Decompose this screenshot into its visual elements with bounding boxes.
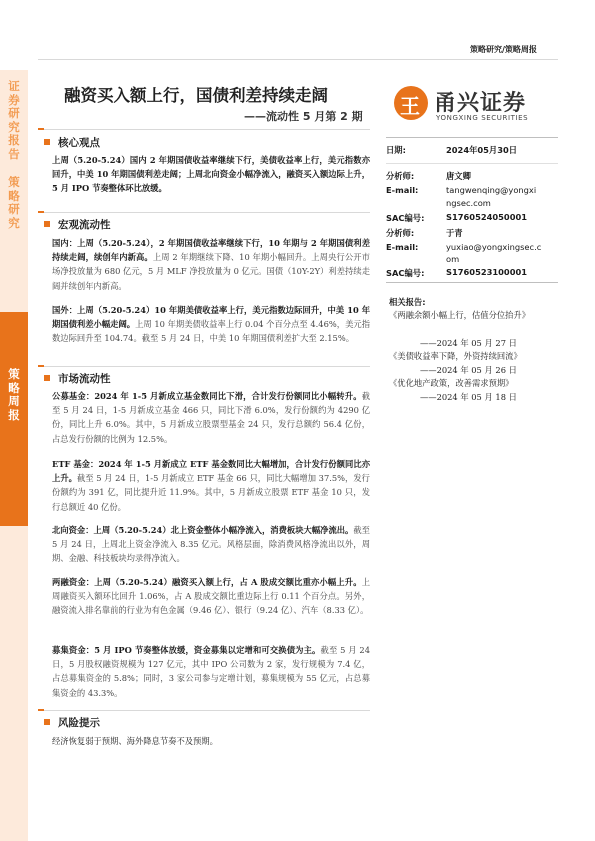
section-heading-risk: 风险提示 — [58, 717, 100, 729]
margin-body: 上周融资买入额环比回升 1.06%，占 A 股成交额比重边际上行 0.11 个百分点。另外，融资流入排名靠前的行业为有色金属（9.46 亿）、银行（9.24 亿）、汽车（8.33 亿）。 — [52, 577, 370, 616]
logo-name: 甬兴证券 — [434, 91, 527, 116]
fundraising-lead: 募集资金：5 月 IPO 节奏整体放缓，资金募集以定增和可交换债为主。 — [52, 645, 321, 655]
analyst1-name: 唐文卿 — [446, 171, 471, 181]
section-bullet-icon — [44, 221, 50, 227]
section-divider-accent — [38, 709, 44, 711]
related-report-date: ——2024 年 05 月 18 日 — [420, 392, 517, 402]
related-report-title[interactable]: 《优化地产政策，改善需求预期》 — [389, 378, 514, 388]
public-fund-lead: 公募基金：2024 年 1-5 月新成立基金数同比下滑，合计发行份额同比小幅转升。 — [52, 391, 362, 401]
sidebar-tab-label: 策略周报 — [8, 367, 20, 422]
email-label: E-mail: — [386, 242, 419, 252]
section-divider — [38, 366, 370, 367]
public-fund-body: 截至 5 月 24 日，1-5 月新成立基金 466 只，同比下滑 6.0%，发行份额约为 4290 亿份，同比上升 6.0%。其中，5 月新成立股票型基金 24 只，发行总额约 56.4 亿份，占总发行份额的比例为 12.5%。 — [52, 391, 370, 444]
margin-lead: 两融资金：上周（5.20-5.24）融资买入额上行，占 A 股成交额比重亦小幅上升。 — [52, 577, 362, 587]
logo-english-name: YONGXING SECURITIES — [436, 114, 529, 122]
market-fundraising-paragraph — [52, 643, 370, 700]
related-report-title[interactable]: 《美债收益率下降，外资持续回流》 — [389, 351, 522, 361]
section-divider — [38, 710, 370, 711]
related-reports-heading: 相关报告: — [389, 297, 426, 307]
etf-body: 截至 5 月 24 日，1-5 月新成立 ETF 基金 66 只，同比大幅增加 37.5%，发行份额约为 391 亿，同比提升近 11.9%。其中，5 月新成立股票 ETF 基金 10 只，发行总额近 40 亿份。 — [52, 473, 370, 512]
market-northbound-paragraph — [52, 523, 370, 566]
analyst-label: 分析师: — [386, 228, 415, 238]
section-bullet-icon — [44, 139, 50, 145]
report-subtitle: ——流动性 5 月第 2 期 — [244, 110, 363, 123]
analyst2-name: 于青 — [446, 228, 463, 238]
macro-domestic-body: 上周 2 年期继续下降、10 年期小幅回升。上周央行公开市场净投放量为 680 亿元，5 月 MLF 净投放量为 0 亿元。国债（10Y-2Y）利差持续走阔并续创年内新高。 — [52, 252, 370, 291]
section-heading-market: 市场流动性 — [58, 373, 111, 385]
section-divider — [38, 212, 370, 213]
report-title: 融资买入额上行，国债利差持续走阔 — [64, 86, 328, 105]
logo-glyph: 王 — [400, 94, 420, 118]
analyst2-email-line1[interactable]: yuxiao@yongxingsec.c — [446, 242, 542, 252]
section-divider-accent — [38, 211, 44, 213]
header-divider — [38, 59, 558, 60]
market-margin-paragraph — [52, 575, 370, 618]
analyst-label: 分析师: — [386, 171, 415, 181]
etf-lead: ETF 基金：2024 年 1-5 月新成立 ETF 基金数同比大幅增加，合计发行份额同比亦上升。 — [52, 459, 370, 484]
section-bullet-icon — [44, 719, 50, 725]
date-value: 2024年05月30日 — [446, 145, 518, 155]
company-logo — [394, 86, 556, 126]
sac-label: SAC编号: — [386, 213, 425, 223]
analyst1-sac: S1760524050001 — [446, 212, 528, 222]
info-divider — [386, 163, 558, 164]
analyst2-email-line2[interactable]: om — [446, 254, 460, 264]
email-label: E-mail: — [386, 185, 419, 195]
market-etf-paragraph — [52, 457, 370, 514]
logo-mark-icon — [394, 86, 428, 120]
section-heading-core: 核心观点 — [58, 137, 100, 149]
northbound-lead: 北向资金：上周（5.20-5.24）北上资金整体小幅净流入，消费板块大幅净流出。 — [52, 525, 354, 535]
section-bullet-icon — [44, 375, 50, 381]
market-public-fund-paragraph — [52, 389, 370, 446]
macro-foreign-body: 上周 10 年期美债收益率上行 0.04 个百分点至 4.46%，美元指数边际回升至 104.74。截至 5 月 24 日，中美 10 年期国债利差扩大至 2.15%。 — [52, 319, 370, 344]
analyst2-sac: S1760523100001 — [446, 267, 528, 277]
macro-foreign-paragraph — [52, 303, 370, 346]
macro-domestic-lead: 国内：上周（5.20-5.24），2 年期国债收益率继续下行，10 年期与 2 年期国债利差持续走阔，续创年内新高。 — [52, 238, 370, 263]
sidebar-label-research-report: 证券研究报告 — [8, 79, 20, 161]
sac-label: SAC编号: — [386, 268, 425, 278]
analyst1-email-line2[interactable]: ngsec.com — [446, 198, 491, 208]
macro-domestic-paragraph — [52, 236, 370, 293]
section-heading-macro: 宏观流动性 — [58, 219, 111, 231]
report-category-tag: 策略研究/策略周报 — [470, 44, 537, 54]
section-divider-accent — [38, 128, 44, 130]
section-divider — [38, 129, 370, 130]
section-divider-accent — [38, 365, 44, 367]
related-report-date: ——2024 年 05 月 27 日 — [420, 338, 517, 348]
related-report-date: ——2024 年 05 月 26 日 — [420, 365, 517, 375]
date-label: 日期: — [386, 145, 406, 155]
macro-foreign-lead: 国外：上周（5.20-5.24）10 年期美债收益率上行，美元指数边际回升，中美 10 年期国债利差小幅走阔。 — [52, 305, 370, 330]
northbound-body: 截至 5 月 24 日，上周北上资金净流入 8.35 亿元。风格层面，除消费风格净流出以外，周期、金融、科技板块均录得净流入。 — [52, 525, 370, 564]
analyst1-email-line1[interactable]: tangwenqing@yongxi — [446, 185, 537, 195]
sidebar-label-strategy-research: 策略研究 — [8, 175, 20, 230]
related-report-title[interactable]: 《两融余额小幅上行，估值分位抬升》 — [389, 310, 531, 320]
fundraising-body: 截至 5 月 24 日，5 月股权融资规模为 127 亿元，其中 IPO 公司数为 2 家，发行规模为 7.4 亿，占总募集资金的 5.8%；同时，3 家公司参与定增计划，募集规模为 55 亿元，占总募集资金的 43.3%。 — [52, 645, 370, 698]
risk-text: 经济恢复弱于预期、海外降息节奏不及预期。 — [52, 736, 218, 746]
info-divider — [386, 282, 558, 283]
core-view-text: 上周（5.20-5.24）国内 2 年期国债收益率继续下行，美债收益率上行，美元指数亦回升，中美 10 年期国债利差走阔；上周北向资金小幅净流入，融资买入额边际上升，5 月 IPO 节奏整体环比放缓。 — [52, 155, 370, 194]
info-divider — [386, 137, 558, 138]
